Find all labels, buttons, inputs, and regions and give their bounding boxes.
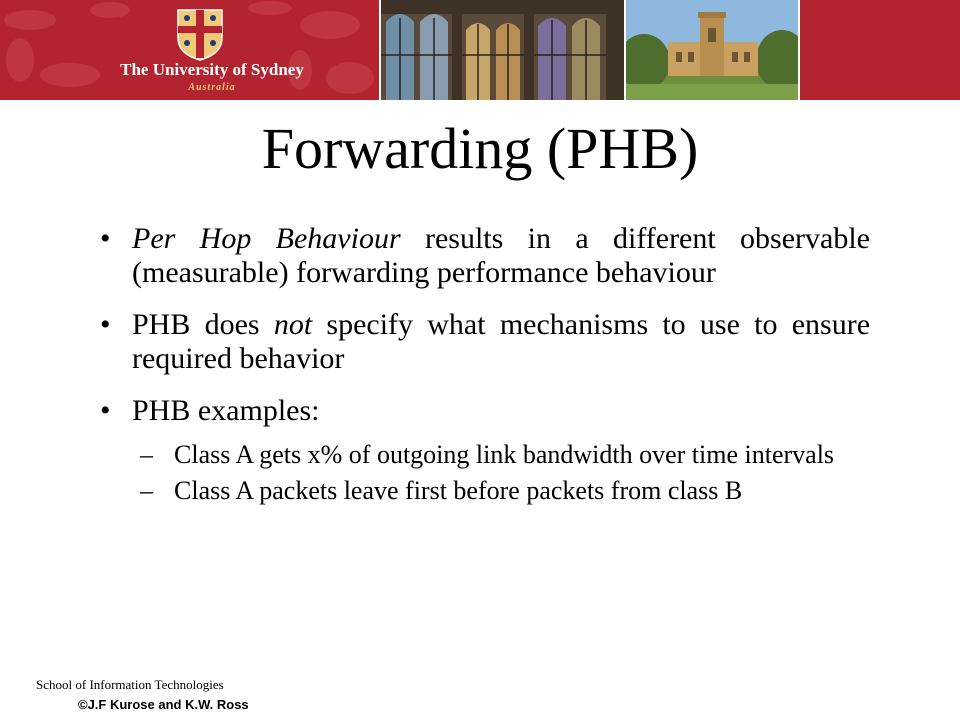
stained-glass-window-photo — [380, 0, 624, 100]
campus-building-photo — [626, 0, 798, 100]
slide-title: Forwarding (PHB) — [261, 116, 699, 181]
bullet-text: results in a different observable (measurable) forwarding performance behaviour — [132, 222, 870, 289]
bullet-item — [100, 394, 870, 428]
emphasis-text: not — [273, 308, 313, 341]
sub-bullet-text: Class A packets leave first before packets from class B — [174, 476, 743, 505]
bullet-text: PHB does — [132, 308, 274, 341]
bullet-item — [100, 308, 870, 376]
sub-bullet-item — [100, 476, 870, 506]
bullet-marker: • — [100, 394, 111, 427]
banner-separator — [624, 0, 626, 100]
sub-bullet-marker: – — [140, 476, 153, 505]
bullet-marker: • — [100, 308, 111, 341]
sub-bullet-text: Class A gets x% of outgoing link bandwidth over time intervals — [174, 440, 835, 469]
university-country: Australia — [188, 82, 236, 93]
sub-bullet-marker: – — [140, 440, 153, 469]
footer-school: School of Information Technologies — [36, 677, 224, 692]
bullet-marker: • — [100, 222, 111, 255]
header-banner — [0, 0, 960, 100]
banner-separator — [379, 0, 381, 100]
banner-separator — [798, 0, 800, 100]
university-name: The University of Sydney — [120, 60, 304, 79]
bullet-item — [100, 222, 870, 290]
bullet-text: PHB examples: — [132, 394, 320, 427]
emphasis-text: Per Hop Behaviour — [132, 222, 401, 255]
footer-copyright: ©J.F Kurose and K.W. Ross — [78, 697, 249, 712]
slide-body — [100, 222, 870, 518]
sub-bullet-item — [100, 440, 870, 470]
bullet-text: specify what mechanisms to use to ensure required behavior — [132, 308, 871, 375]
